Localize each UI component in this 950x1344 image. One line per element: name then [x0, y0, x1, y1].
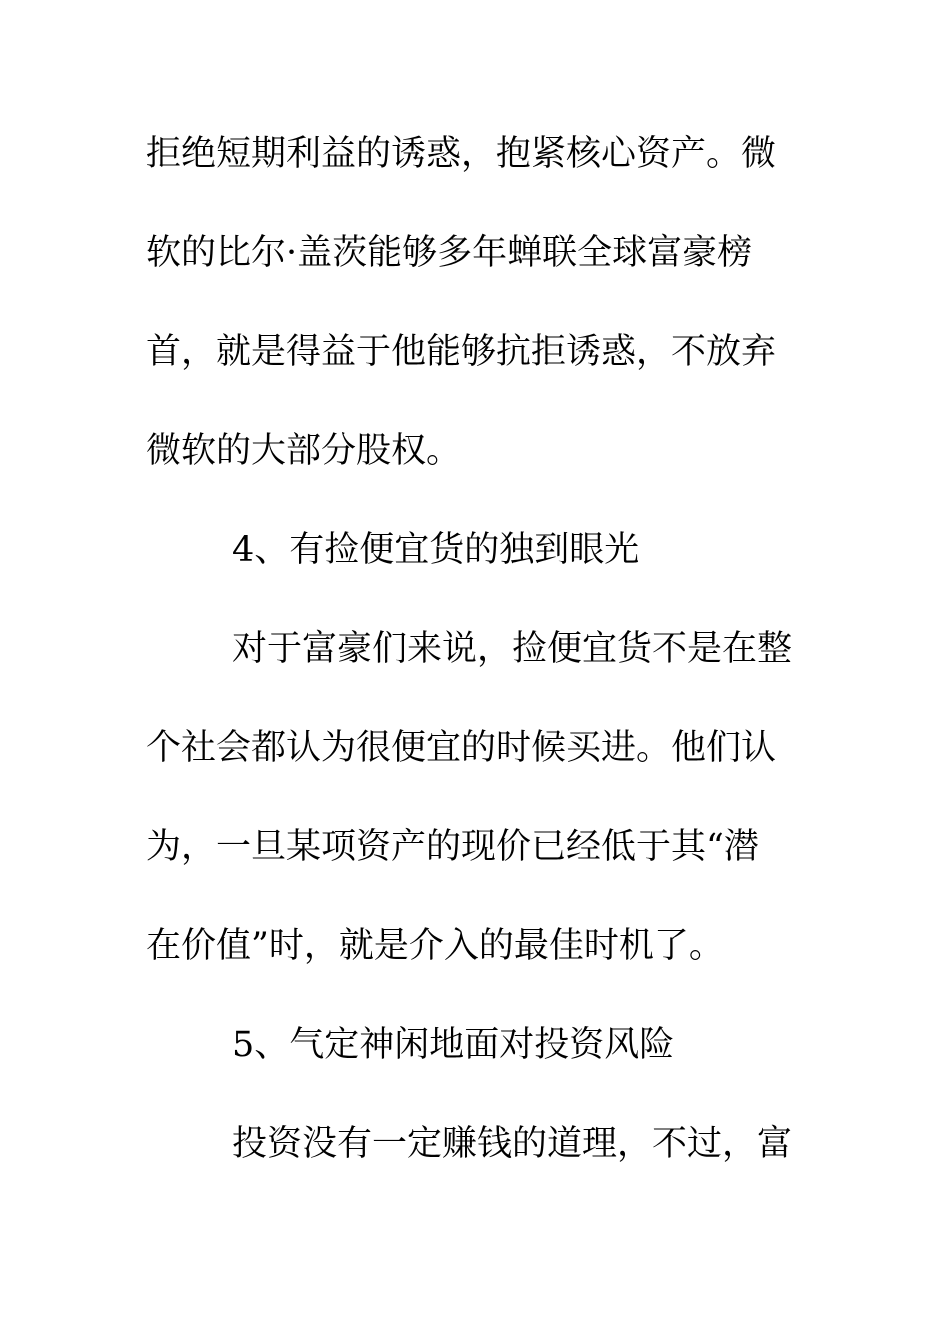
section-heading-4: 4、有捡便宜货的独到眼光: [232, 530, 640, 570]
section-heading-5: 5、气定神闲地面对投资风险: [232, 1025, 675, 1065]
paragraph-line-4: 微软的大部分股权。: [146, 431, 462, 471]
paragraph-line-9: 投资没有一定赚钱的道理，不过，富: [232, 1124, 793, 1164]
paragraph-line-1: 拒绝短期利益的诱惑，抱紧核心资产。微: [146, 134, 777, 174]
paragraph-line-2: 软的比尔·盖茨能够多年蝉联全球富豪榜: [146, 233, 753, 273]
paragraph-line-7: 为，一旦某项资产的现价已经低于其“潜: [146, 827, 759, 867]
paragraph-line-6: 个社会都认为很便宜的时候买进。他们认: [146, 728, 777, 768]
paragraph-line-3: 首，就是得益于他能够抗拒诱惑，不放弃: [146, 332, 777, 372]
paragraph-line-5: 对于富豪们来说，捡便宜货不是在整: [232, 629, 793, 669]
paragraph-line-8: 在价值”时，就是介入的最佳时机了。: [146, 926, 724, 966]
